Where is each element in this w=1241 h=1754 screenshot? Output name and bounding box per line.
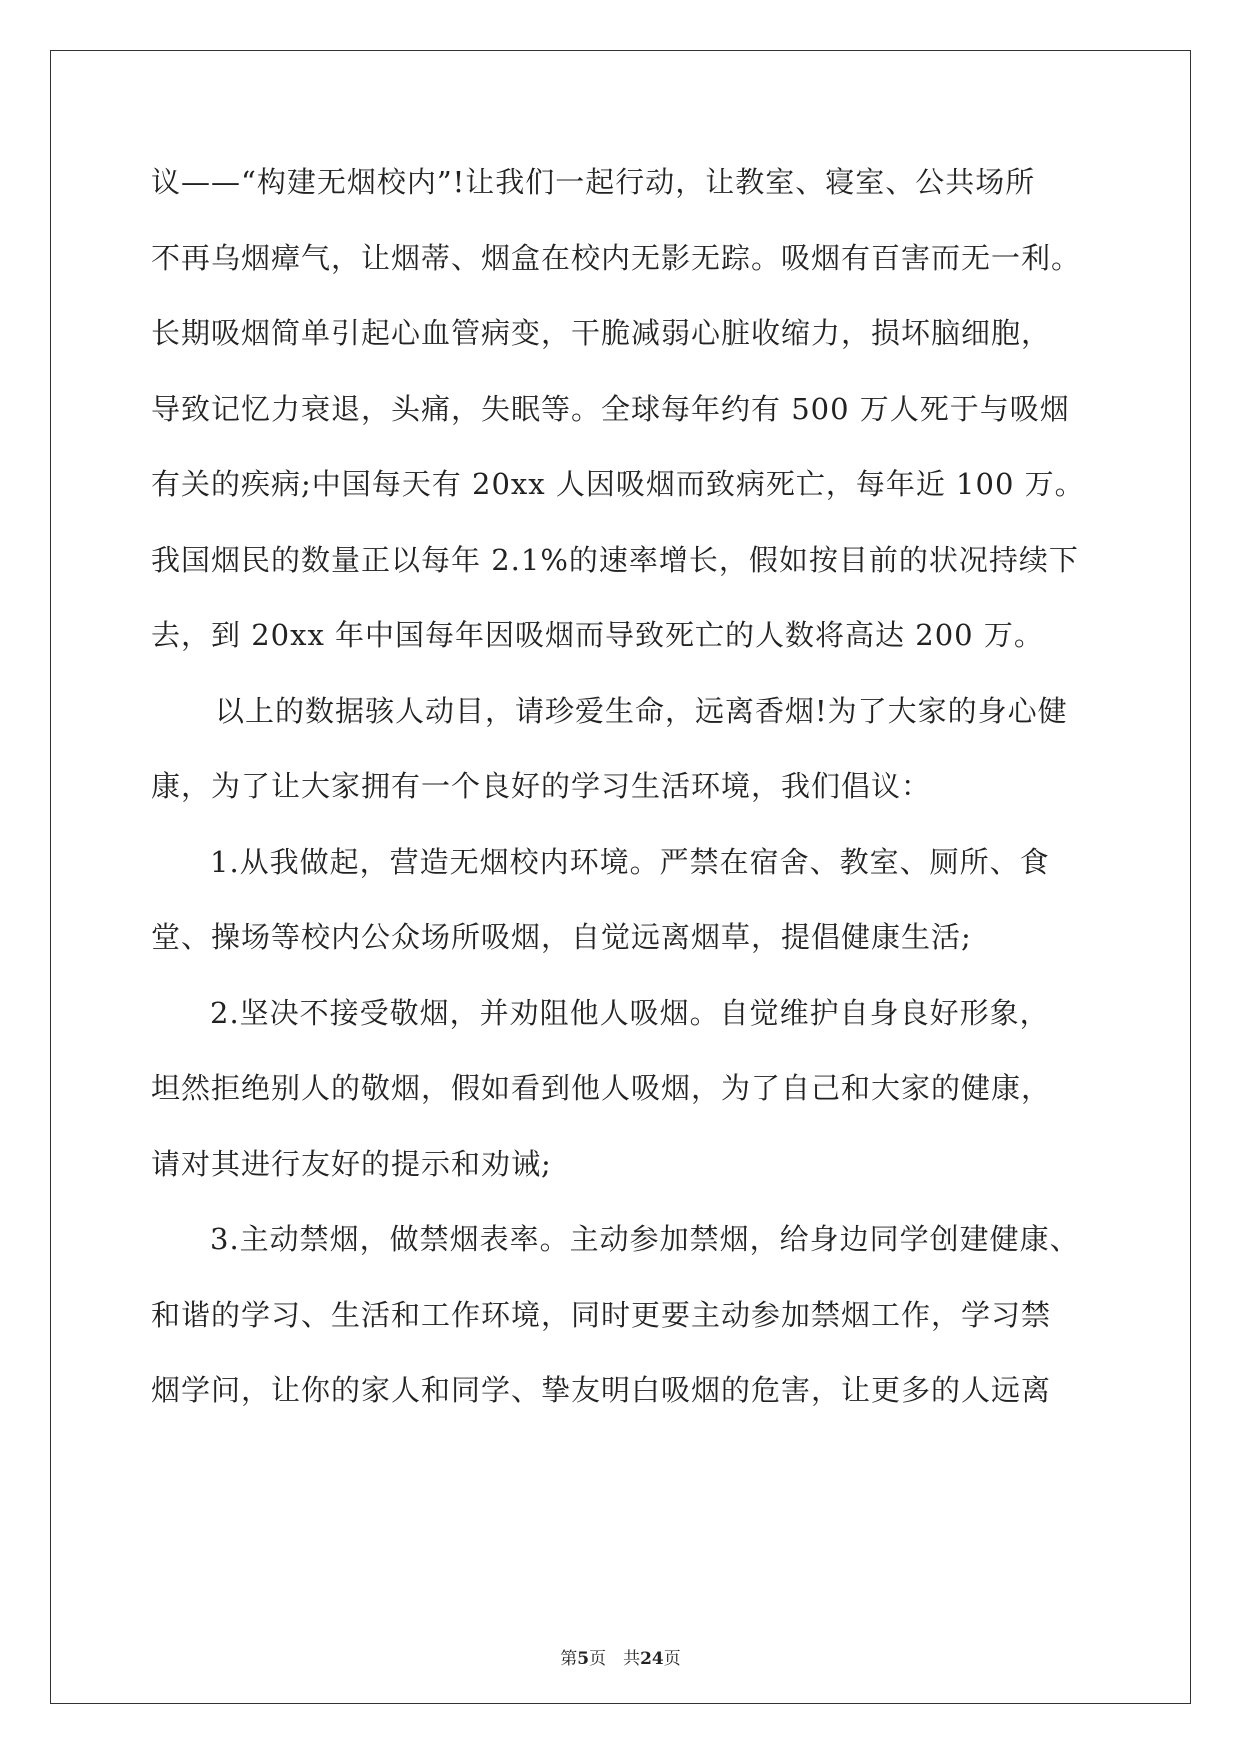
text-line: 议——“构建无烟校内”!让我们一起行动，让教室、寝室、公共场所: [151, 165, 1036, 199]
text-line: 去，到 20xx 年中国每年因吸烟而导致死亡的人数将高达 200 万。: [151, 618, 1044, 652]
text-line: 有关的疾病;中国每天有 20xx 人因吸烟而致病死亡，每年近 100 万。: [151, 467, 1085, 501]
text-line: 长期吸烟简单引起心血管病变，干脆减弱心脏收缩力，损坏脑细胞，: [151, 316, 1052, 350]
text-line: 导致记忆力衰退，头痛，失眠等。全球每年约有 500 万人死于与吸烟: [151, 392, 1070, 426]
text-line: 和谐的学习、生活和工作环境，同时更要主动参加禁烟工作，学习禁: [151, 1298, 1052, 1332]
text-line: 我国烟民的数量正以每年 2.1%的速率增长，假如按目前的状况持续下: [151, 543, 1079, 577]
list-item-3-first-line: 3.主动禁烟，做禁烟表率。主动参加禁烟，给身边同学创建健康、: [210, 1222, 1080, 1256]
text-line: 堂、操场等校内公众场所吸烟，自觉远离烟草，提倡健康生活;: [151, 920, 972, 954]
page-total: 24: [640, 1649, 664, 1669]
page-mid: 页 共: [589, 1649, 641, 1669]
paragraph-first-line: 以上的数据骇人动目，请珍爱生命，远离香烟!为了大家的身心健: [215, 694, 1068, 728]
text-line: 康，为了让大家拥有一个良好的学习生活环境，我们倡议：: [151, 769, 932, 803]
page-current: 5: [577, 1649, 590, 1669]
page-prefix: 第: [560, 1649, 578, 1669]
list-item-1-first-line: 1.从我做起，营造无烟校内环境。严禁在宿舍、教室、厕所、食: [210, 845, 1050, 879]
text-line: 坦然拒绝别人的敬烟，假如看到他人吸烟，为了自己和大家的健康，: [151, 1071, 1052, 1105]
page-suffix: 页: [663, 1649, 681, 1669]
text-line: 不再乌烟瘴气，让烟蒂、烟盒在校内无影无踪。吸烟有百害而无一利。: [151, 241, 1082, 275]
text-line: 请对其进行友好的提示和劝诫;: [151, 1147, 552, 1181]
page-footer: [0, 1648, 1241, 1670]
list-item-2-first-line: 2.坚决不接受敬烟，并劝阻他人吸烟。自觉维护自身良好形象，: [210, 996, 1050, 1030]
text-line: 烟学问，让你的家人和同学、挚友明白吸烟的危害，让更多的人远离: [151, 1373, 1052, 1407]
